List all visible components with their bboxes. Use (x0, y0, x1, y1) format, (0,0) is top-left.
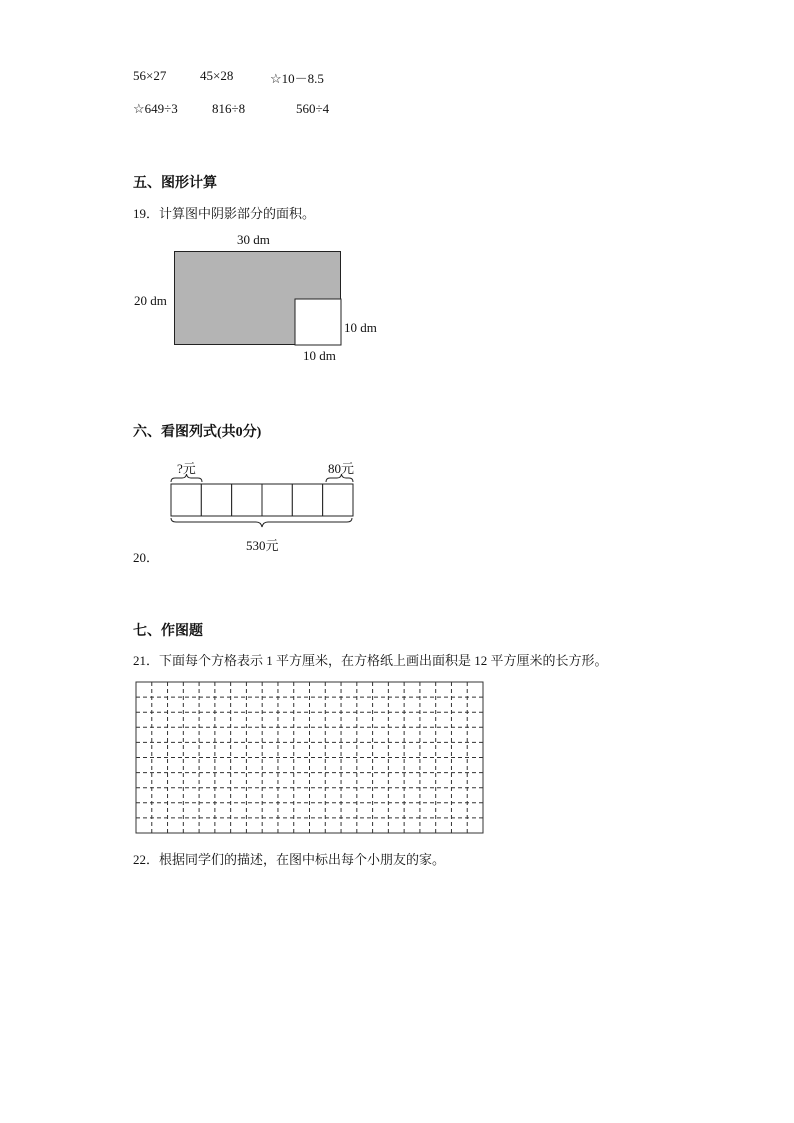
bar-box (171, 484, 201, 516)
calc-560-div-4: 560÷4 (296, 101, 330, 116)
section-6-heading: 六、看图列式(共0分) (133, 425, 262, 440)
brace-label-80-yuan: 80元 (328, 461, 355, 476)
brace-bottom (171, 518, 352, 527)
question-20: 20． (133, 550, 160, 565)
question-21: 21．下面每个方格表示 1 平方厘米，在方格纸上画出面积是 12 平方厘米的长方形。 (133, 653, 608, 668)
calc-45x28: 45×28 (200, 68, 234, 83)
bar-boxes (171, 484, 353, 516)
bar-box (232, 484, 262, 516)
calc-816-div-8: 816÷8 (212, 101, 246, 116)
question-19: 19．计算图中阴影部分的面积。 (133, 206, 316, 221)
inner-square-unshaded (295, 299, 341, 345)
label-left-20dm: 20 dm (134, 293, 167, 308)
section-7-heading: 七、作图题 (133, 624, 203, 639)
calc-56x27: 56×27 (133, 68, 167, 83)
brace-label-unknown-yuan: ?元 (177, 461, 196, 476)
calc-10-minus-8-5: ☆10－8.5 (270, 71, 324, 86)
brace-label-530-yuan: 530元 (246, 538, 279, 553)
bar-box (292, 484, 322, 516)
grid-paper[interactable] (135, 681, 485, 834)
brace-top-left (171, 474, 202, 482)
calc-649-div-3: ☆649÷3 (133, 101, 178, 116)
question-22: 22．根据同学们的描述，在图中标出每个小朋友的家。 (133, 852, 446, 867)
bar-box (262, 484, 292, 516)
label-top-30dm: 30 dm (237, 232, 270, 247)
section-5-heading: 五、图形计算 (133, 176, 217, 191)
brace-top-right (326, 474, 353, 482)
bar-box (201, 484, 231, 516)
label-bottom-10dm: 10 dm (303, 348, 336, 363)
bar-box (323, 484, 353, 516)
bar-diagram (170, 474, 370, 534)
shaded-area-figure (174, 251, 374, 351)
label-right-10dm: 10 dm (344, 320, 377, 335)
